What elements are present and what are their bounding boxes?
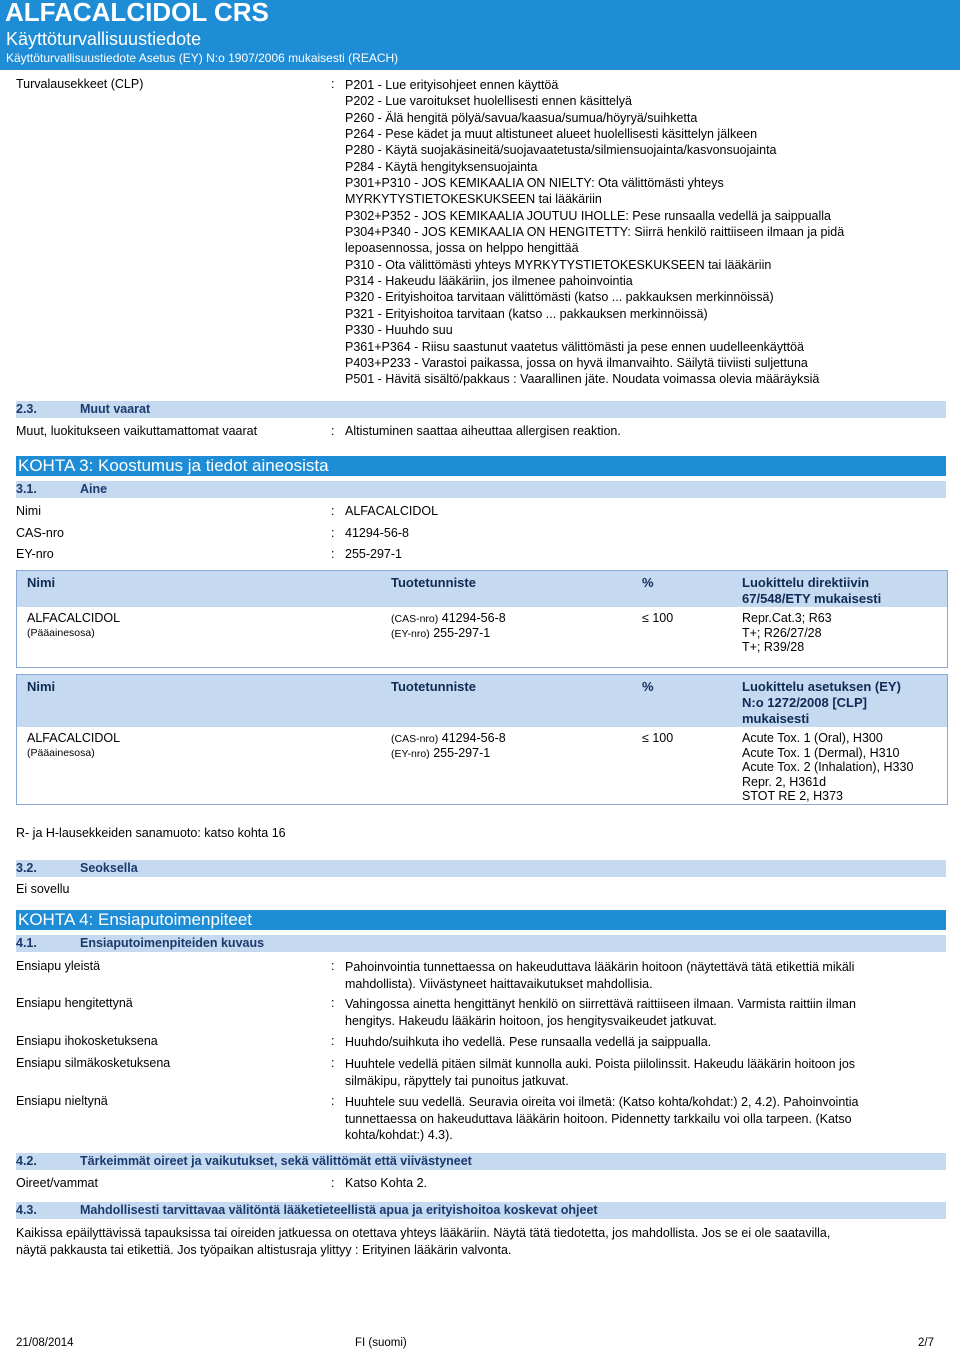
subsection-title: Muut vaarat xyxy=(80,402,151,416)
subsection-number: 4.2. xyxy=(16,1154,37,1168)
subsection-number: 3.1. xyxy=(16,482,37,496)
subsection-3-2 xyxy=(16,860,946,877)
percent-value: 100 xyxy=(652,731,674,745)
colon: : xyxy=(331,526,335,540)
header-classification: mukaisesti xyxy=(742,711,810,726)
subsection-number: 4.3. xyxy=(16,1203,37,1217)
first-aid-text xyxy=(345,959,935,992)
classification-line: Acute Tox. 1 (Oral), H300 xyxy=(742,731,883,745)
ey-label: (EY-nro) xyxy=(391,748,430,760)
p-line: P264 - Pese kädet ja muut altistuneet alueet huolellisesti käsittelyn jälkeen xyxy=(345,127,758,142)
classification-list xyxy=(742,611,832,655)
p-line: P284 - Käytä hengityksensuojainta xyxy=(345,159,538,174)
colon: : xyxy=(331,1094,335,1108)
symptoms-label: Oireet/vammat xyxy=(16,1176,98,1190)
symptoms-value: Katso Kohta 2. xyxy=(345,1176,428,1190)
classification-line: Acute Tox. 2 (Inhalation), H330 xyxy=(742,760,914,774)
medical-attention-text xyxy=(16,1225,830,1258)
ey-value: 255-297-1 xyxy=(433,626,491,640)
document-header xyxy=(0,0,960,70)
text-line: silmäkipu, räpyttely tai punoitus jatkuvat. xyxy=(345,1073,569,1088)
first-aid-label: Ensiapu hengitettynä xyxy=(16,996,133,1010)
colon: : xyxy=(331,424,335,438)
colon: : xyxy=(331,504,335,518)
classification-list xyxy=(742,731,913,804)
classification-line: T+; R39/28 xyxy=(742,640,805,654)
subsection-3-1 xyxy=(16,481,946,498)
first-aid-label: Ensiapu ihokosketuksena xyxy=(16,1034,158,1048)
classification-line: Repr. 2, H361d xyxy=(742,774,827,789)
p-line: P280 - Käytä suojakäsineitä/suojavaatetusta/silmiensuojainta/kasvonsuojainta xyxy=(345,143,777,158)
classification-line: Repr.Cat.3; R63 xyxy=(742,611,832,625)
p-line: P320 - Erityishoitoa tarvitaan välittömästi (katso ... pakkauksen merkinnöissä) xyxy=(345,290,774,305)
colon: : xyxy=(331,959,335,973)
section-title: KOHTA 4: Ensiaputoimenpiteet xyxy=(18,910,253,929)
colon: : xyxy=(331,996,335,1010)
r-h-phrases-note: R- ja H-lausekkeiden sanamuoto: katso kohta 16 xyxy=(16,826,286,840)
ey-label: (EY-nro) xyxy=(391,628,430,640)
cas-label: (CAS-nro) xyxy=(391,733,439,745)
table-header xyxy=(17,675,947,727)
text-line: Kaikissa epäilyttävissä tapauksissa tai oireiden jatkuessa on otettava yhteys lääkäriin. Näytä tätä tiedotetta, jos mahdollista. Jos se ei ole saatavilla, xyxy=(16,1226,831,1240)
regulation-line: Käyttöturvallisuustiedote Asetus (EY) N:o 1907/2006 mukaisesti (REACH) xyxy=(6,51,399,65)
text-line: Pahoinvointia tunnettaessa on hakeuduttava lääkärin hoitoon (näytettävä tätä etikettiä mikäli xyxy=(345,960,855,974)
p-line: P302+P352 - JOS KEMIKAALIA JOUTUU IHOLLE: Pese runsaalla vedellä ja saippualla xyxy=(345,208,832,223)
classification-line: Acute Tox. 1 (Dermal), H310 xyxy=(742,745,900,760)
subsection-title: Mahdollisesti tarvittavaa välitöntä lääketieteellistä apua ja erityishoitoa koskevat ohjeet xyxy=(80,1203,598,1217)
less-equal-symbol: ≤ xyxy=(642,611,649,625)
p-line: P501 - Hävitä sisältö/pakkaus : Vaarallinen jäte. Noudata voimassa olevia määräyksiä xyxy=(345,372,820,387)
header-identifier: Tuotetunniste xyxy=(391,679,476,694)
header-classification: N:o 1272/2008 [CLP] xyxy=(742,695,867,710)
cas-label: (CAS-nro) xyxy=(391,613,439,625)
subsection-number: 2.3. xyxy=(16,402,37,416)
footer-page-number: 2/7 xyxy=(918,1337,934,1349)
other-hazards-label: Muut, luokitukseen vaikuttamattomat vaarat xyxy=(16,424,258,438)
precautionary-label: Turvalausekkeet (CLP) xyxy=(16,77,144,91)
p-line: P304+P340 - JOS KEMIKAALIA ON HENGITETTY: Siirrä henkilö raittiiseen ilmaan ja pidä xyxy=(345,225,845,240)
first-aid-text xyxy=(345,1056,935,1089)
field-label: Nimi xyxy=(16,504,41,518)
p-line: P260 - Älä hengitä pölyä/savua/kaasua/sumua/höyryä/suihketta xyxy=(345,110,698,125)
document-subtitle: Käyttöturvallisuustiedote xyxy=(6,29,202,49)
field-label: CAS-nro xyxy=(16,526,64,540)
table-header xyxy=(17,571,947,607)
header-percent: % xyxy=(642,679,654,694)
field-label: EY-nro xyxy=(16,547,54,561)
composition-table-clp xyxy=(16,674,948,805)
subsection-number: 3.2. xyxy=(16,861,37,875)
percent-value: 100 xyxy=(652,611,674,625)
section-title: KOHTA 3: Koostumus ja tiedot aineosista xyxy=(18,456,329,475)
p-line: P321 - Erityishoitoa tarvitaan (katso ... pakkauksen merkinnöissä) xyxy=(345,306,708,321)
header-name: Nimi xyxy=(27,575,56,590)
section-4-header xyxy=(16,910,946,930)
text-line: Huuhtele suu vedellä. Seuravia oireita voi ilmetä: (Katso kohta/kohdat:) 2, 4.2). Pahoinvointia xyxy=(345,1095,859,1109)
ey-value: 255-297-1 xyxy=(433,746,491,760)
p-line: MYRKYTYSTIETOKESKUKSEEN tai lääkäriin xyxy=(345,192,602,207)
substance-name: ALFACALCIDOL xyxy=(27,731,121,745)
p-line: P330 - Huuhdo suu xyxy=(345,323,453,338)
p-line: P310 - Ota välittömästi yhteys MYRKYTYSTIETOKESKUKSEEN tai lääkäriin xyxy=(345,257,772,272)
first-aid-label: Ensiapu silmäkosketuksena xyxy=(16,1056,171,1070)
field-value: 41294-56-8 xyxy=(345,526,409,540)
field-value: ALFACALCIDOL xyxy=(345,504,439,518)
subsection-title: Aine xyxy=(80,482,108,496)
colon: : xyxy=(331,1034,335,1048)
substance-name: ALFACALCIDOL xyxy=(27,611,121,625)
text-line: tunnettaessa on hakeuduttava lääkärin hoitoon. Pidennetty tarkkailu voi olla tarpeen. (Katso xyxy=(345,1111,852,1126)
first-aid-text xyxy=(345,1094,935,1144)
precautionary-statements xyxy=(345,77,945,388)
p-line: P361+P364 - Riisu saastunut vaatetus välittömästi ja pese ennen uudelleenkäyttöä xyxy=(345,339,804,354)
header-percent: % xyxy=(642,575,654,590)
section-3-header xyxy=(16,456,946,476)
colon: : xyxy=(331,1056,335,1070)
substance-note: (Pääainesosa) xyxy=(27,747,95,759)
substance-note: (Pääainesosa) xyxy=(27,627,95,639)
text-line: näytä pakkausta tai etikettiä. Jos työpaikan altistusraja ylittyy : Erityinen lääkärin valvonta. xyxy=(16,1242,512,1257)
footer-date: 21/08/2014 xyxy=(16,1337,74,1349)
subsection-number: 4.1. xyxy=(16,936,37,950)
cas-value: 41294-56-8 xyxy=(441,731,506,745)
classification-line: T+; R26/27/28 xyxy=(742,625,822,640)
field-value: 255-297-1 xyxy=(345,547,402,561)
subsection-4-3 xyxy=(16,1202,946,1219)
composition-table-dsd xyxy=(16,570,948,668)
text-line: Huuhtele vedellä pitäen silmät kunnolla auki. Poista piilolinssit. Hakeudu lääkärin hoitoon jos xyxy=(345,1057,856,1071)
subsection-title: Tärkeimmät oireet ja vaikutukset, sekä välittömät että viivästyneet xyxy=(80,1154,472,1168)
p-line: P301+P310 - JOS KEMIKAALIA ON NIELTY: Ota välittömästi yhteys xyxy=(345,176,724,191)
p-line: P403+P233 - Varastoi paikassa, jossa on hyvä ilmanvaihto. Säilytä tiiviisti suljettuna xyxy=(345,355,808,370)
mixture-text: Ei sovellu xyxy=(16,882,70,896)
footer-language: FI (suomi) xyxy=(355,1337,407,1349)
subsection-2-3 xyxy=(16,401,946,418)
p-line: P202 - Lue varoitukset huolellisesti ennen käsittelyä xyxy=(345,94,632,109)
less-equal-symbol: ≤ xyxy=(642,731,649,745)
header-classification: Luokittelu direktiivin xyxy=(742,575,870,590)
header-identifier: Tuotetunniste xyxy=(391,575,476,590)
subsection-title: Ensiaputoimenpiteiden kuvaus xyxy=(80,936,265,950)
header-classification: 67/548/ETY mukaisesti xyxy=(742,591,882,606)
subsection-title: Seoksella xyxy=(80,861,138,875)
first-aid-text xyxy=(345,996,935,1029)
classification-line: STOT RE 2, H373 xyxy=(742,789,843,803)
p-line: P201 - Lue erityisohjeet ennen käyttöä xyxy=(345,78,559,92)
colon: : xyxy=(331,547,335,561)
first-aid-text xyxy=(345,1034,935,1051)
precautionary-colon: : xyxy=(331,77,335,91)
p-line: P314 - Hakeudu lääkäriin, jos ilmenee pahoinvointia xyxy=(345,274,633,289)
subsection-4-1 xyxy=(16,935,946,952)
p-line: lepoasennossa, jossa on helppo hengittää xyxy=(345,241,579,256)
colon: : xyxy=(331,1176,335,1190)
header-name: Nimi xyxy=(27,679,56,694)
text-line: kohta/kohdat:) 4.3). xyxy=(345,1128,453,1142)
text-line: Huuhdo/suihkuta iho vedellä. Pese runsaalla vedellä ja saippualla. xyxy=(345,1035,712,1049)
text-line: mahdollista). Viivästyneet haittavaikutukset mahdollisia. xyxy=(345,976,653,991)
product-title: ALFACALCIDOL CRS xyxy=(5,0,269,27)
other-hazards-value: Altistuminen saattaa aiheuttaa allergisen reaktion. xyxy=(345,424,621,438)
text-line: Vahingossa ainetta hengittänyt henkilö on siirrettävä raittiiseen ilmaan. Varmista raittiin ilman xyxy=(345,997,856,1011)
cas-value: 41294-56-8 xyxy=(441,611,506,625)
first-aid-label: Ensiapu yleistä xyxy=(16,959,101,973)
text-line: hengitys. Hakeudu lääkärin hoitoon, jos hengitysvaikeudet jatkuvat. xyxy=(345,1013,717,1028)
header-classification: Luokittelu asetuksen (EY) xyxy=(742,679,901,694)
subsection-4-2 xyxy=(16,1153,946,1170)
first-aid-label: Ensiapu nieltynä xyxy=(16,1094,108,1108)
